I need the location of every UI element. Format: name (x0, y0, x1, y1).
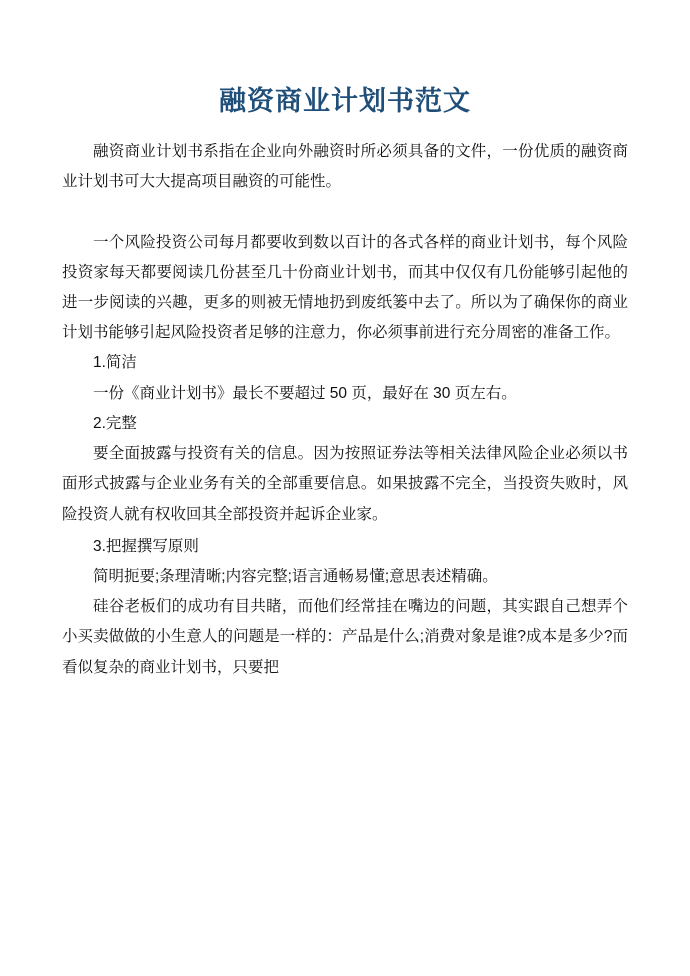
paragraph-body-1: 一个风险投资公司每月都要收到数以百计的各式各样的商业计划书，每个风险投资家每天都要阅读几份甚至几十份商业计划书，而其中仅仅有几份能够引起他的进一步阅读的兴趣，更多的则被无情地扔到废纸篓中去了。所以为了确保你的商业计划书能够引起风险投资者足够的注意力，你必须事前进行充分周密的准备工作。 (62, 233, 628, 342)
paragraph-point-3-heading: 3.把握撰写原则 (93, 537, 199, 555)
paragraph-intro: 融资商业计划书系指在企业向外融资时所必须具备的文件，一份优质的融资商业计划书可大大提高项目融资的可能性。 (62, 143, 628, 191)
paragraph-point-1-body: 一份《商业计划书》最长不要超过 50 页，最好在 30 页左右。 (93, 384, 517, 402)
page-title: 融资商业计划书范文 (219, 86, 471, 116)
paragraph-closing: 硅谷老板们的成功有目共睹，而他们经常挂在嘴边的问题，其实跟自己想弄个小买卖做做的小生意人的问题是一样的：产品是什么;消费对象是谁?成本是多少?而看似复杂的商业计划书，只要把 (62, 598, 628, 676)
paragraph-point-2-body: 要全面披露与投资有关的信息。因为按照证券法等相关法律风险企业必须以书面形式披露与企业业务有关的全部重要信息。如果披露不完全，当投资失败时，风险投资人就有权收回其全部投资并起诉企业家。 (62, 445, 628, 523)
paragraph-point-2-heading: 2.完整 (93, 414, 137, 432)
paragraph-point-1-heading: 1.简洁 (93, 354, 137, 372)
paragraph-point-3-body: 简明扼要;条理清晰;内容完整;语言通畅易懂;意思表述精确。 (93, 567, 498, 585)
